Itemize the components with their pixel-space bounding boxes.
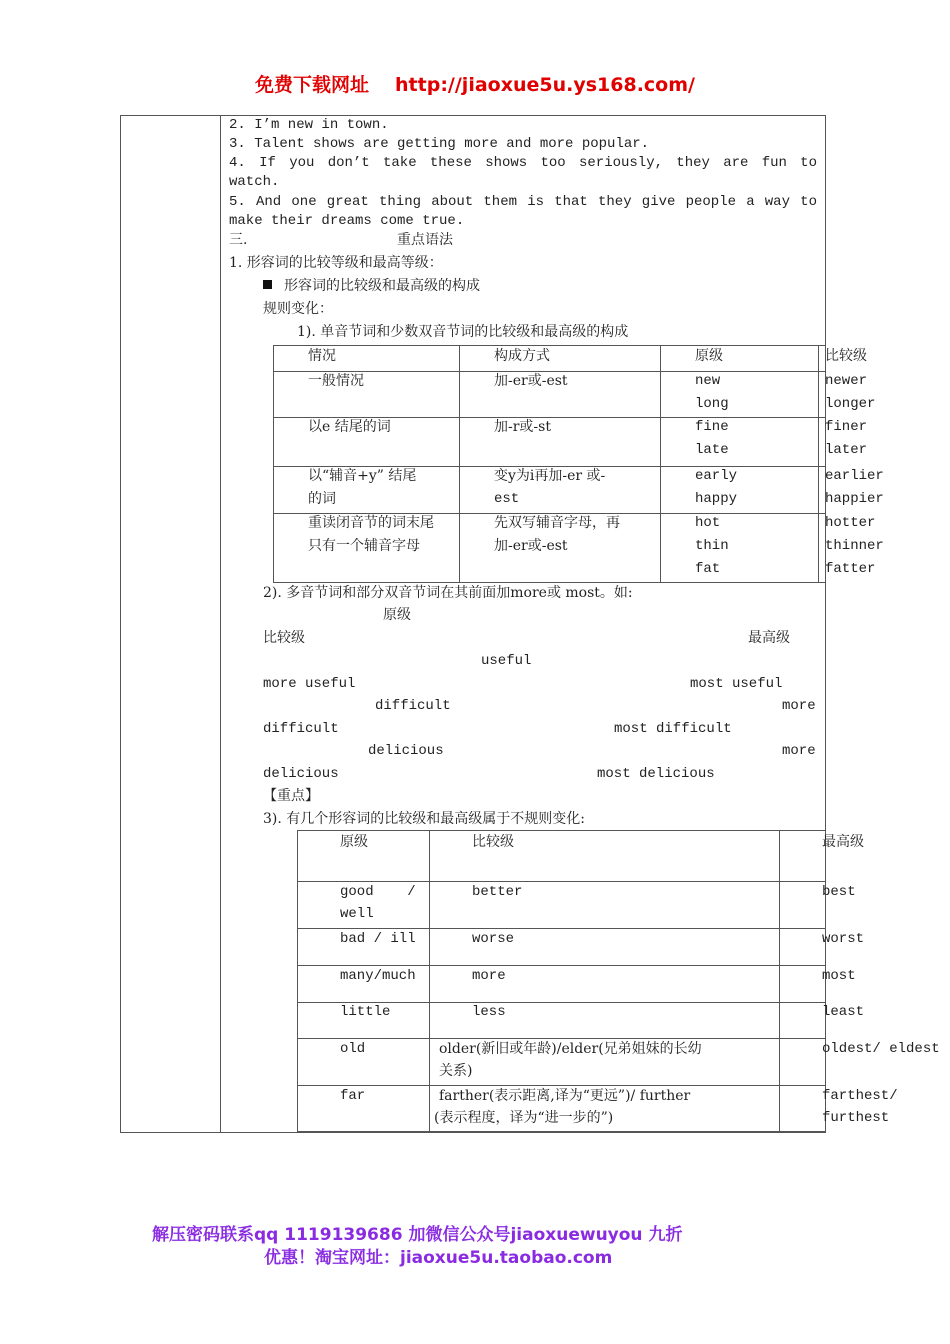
example-comp: delicious <box>263 766 339 782</box>
sentence-2: 2. I’m new in town. <box>229 117 389 133</box>
table-cell: best <box>822 884 856 900</box>
table-cell: better <box>472 884 523 900</box>
example-more: more <box>782 698 816 714</box>
table-cell: 的词 <box>308 491 336 507</box>
section-number: 三. <box>229 232 248 248</box>
table-cell: newer <box>825 373 868 389</box>
table-cell: new <box>695 373 721 389</box>
table-cell: finer <box>825 419 868 435</box>
regular-change-label: 规则变化： <box>263 301 333 317</box>
table-cell: 变y为i再加-er 或- <box>494 468 606 484</box>
sentence-5-cont: make their dreams come true. <box>229 213 465 229</box>
table1-header-case: 情况 <box>308 348 336 364</box>
sentence-3: 3. Talent shows are getting more and more popular. <box>229 136 650 152</box>
table-cell: long <box>695 396 729 412</box>
table-cell: fatter <box>825 561 876 577</box>
table-cell: worse <box>472 931 515 947</box>
example-sup: most useful <box>690 676 783 692</box>
table-cell: farthest/ <box>822 1088 898 1104</box>
table-cell: thin <box>695 538 729 554</box>
table-cell: fine <box>695 419 729 435</box>
table-cell: early <box>695 468 738 484</box>
table-cell: older(新旧或年龄)/elder(兄弟姐妹的长幼 <box>439 1041 702 1057</box>
table-cell: 加-er或-est <box>494 373 568 389</box>
example-comp: difficult <box>263 721 339 737</box>
example-more: more <box>782 743 816 759</box>
table-cell: hotter <box>825 515 876 531</box>
footer-line-1: 解压密码联系qq 1119139686 加微信公众号jiaoxuewuyou 九折 <box>152 1225 683 1245</box>
table-cell: 一般情况 <box>308 373 364 389</box>
table-cell: old <box>340 1041 366 1057</box>
table-cell: later <box>825 442 868 458</box>
rule2-label-base: 原级 <box>383 607 411 623</box>
table-cell: less <box>472 1004 506 1020</box>
example-base: difficult <box>375 698 451 714</box>
table-cell: 关系) <box>439 1063 473 1079</box>
table2-header-comp: 比较级 <box>472 834 514 850</box>
table-cell: 只有一个辅音字母 <box>308 538 420 554</box>
rule-2-heading: 2). 多音节词和部分双音节词在其前面加more或 most。如: <box>263 585 633 601</box>
download-label: 免费下载网址 <box>255 74 370 96</box>
table-cell: many/much <box>340 968 416 984</box>
table-cell: good / <box>340 884 416 900</box>
table-cell: 先双写辅音字母，再 <box>494 515 620 531</box>
bullet-heading: 形容词的比较级和最高级的构成 <box>263 277 480 295</box>
table-cell: most <box>822 968 856 984</box>
header-banner <box>0 70 950 97</box>
example-comp: more useful <box>263 676 356 692</box>
example-base: delicious <box>368 743 444 759</box>
table-cell: farther(表示距离,译为“更远”)/ further <box>439 1088 691 1104</box>
table1-header-comp: 比较级 <box>825 348 867 364</box>
sentence-5: 5. And one great thing about them is that they give people a way to <box>229 194 817 210</box>
download-url-link[interactable]: http://jiaoxue5u.ys168.com/ <box>395 74 695 96</box>
table-cell: thinner <box>825 538 884 554</box>
table-cell: worst <box>822 931 865 947</box>
example-sup: most delicious <box>597 766 715 782</box>
table-cell: little <box>340 1004 391 1020</box>
table-cell: furthest <box>822 1110 890 1126</box>
table-cell: late <box>695 442 729 458</box>
rule2-label-comp: 比较级 <box>263 630 305 646</box>
table-cell: 以“辅音+y” 结尾 <box>308 468 417 484</box>
footer-line-2: 优惠！淘宝网址：jiaoxue5u.taobao.com <box>264 1248 613 1268</box>
table-cell: longer <box>825 396 876 412</box>
rule-3-heading: 3). 有几个形容词的比较级和最高级属于不规则变化: <box>263 811 585 827</box>
table-cell: 重读闭音节的词末尾 <box>308 515 434 531</box>
rule-1-heading: 1). 单音节词和少数双音节词的比较级和最高级的构成 <box>297 324 629 340</box>
table-cell: fat <box>695 561 721 577</box>
table2-header-base: 原级 <box>340 834 368 850</box>
table-cell: more <box>472 968 506 984</box>
example-base: useful <box>481 653 532 669</box>
table-cell: est <box>494 491 520 507</box>
table-cell: oldest/ eldest <box>822 1041 940 1057</box>
example-sup: most difficult <box>614 721 732 737</box>
table-cell: least <box>822 1004 865 1020</box>
rule2-label-sup: 最高级 <box>748 630 790 646</box>
table-cell: earlier <box>825 468 884 484</box>
item-1-heading: 1. 形容词的比较等级和最高等级： <box>229 255 443 271</box>
table2-header-sup: 最高级 <box>822 834 864 850</box>
table1-header-base: 原级 <box>695 348 723 364</box>
square-bullet-icon <box>263 280 272 289</box>
table-cell: 加-r或-st <box>494 419 551 435</box>
table-cell: 加-er或-est <box>494 538 568 554</box>
sentence-4-cont: watch. <box>229 174 280 190</box>
table1-header-method: 构成方式 <box>494 348 550 364</box>
table-cell: 以e 结尾的词 <box>308 419 391 435</box>
table-cell: hot <box>695 515 721 531</box>
section-title: 重点语法 <box>397 232 453 248</box>
table-cell: well <box>340 906 374 922</box>
table-cell: happy <box>695 491 738 507</box>
sentence-4: 4. If you don’t take these shows too seriously, they are fun to <box>229 155 817 171</box>
table-cell: far <box>340 1088 366 1104</box>
key-point-label: 【重点】 <box>263 788 319 804</box>
table-cell: (表示程度，译为“进一步的”) <box>434 1110 614 1126</box>
table-cell: happier <box>825 491 884 507</box>
table-cell: bad / ill <box>340 931 416 947</box>
